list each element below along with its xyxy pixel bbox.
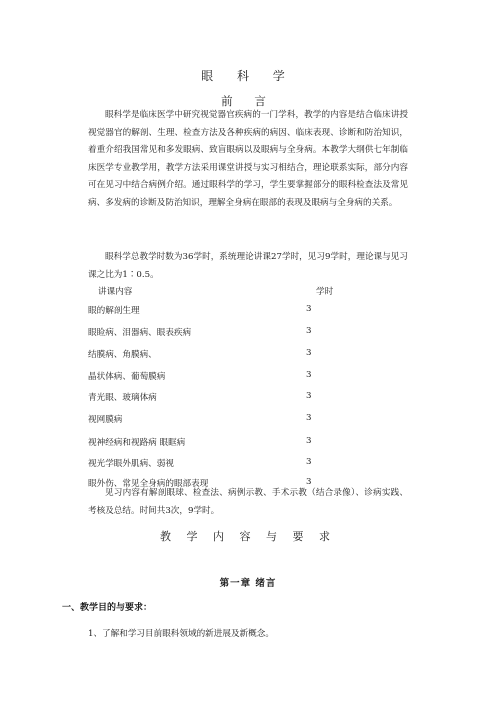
row-content: 青光眼、玻璃体病 bbox=[88, 393, 157, 403]
table-row bbox=[88, 370, 348, 388]
row-content: 视网膜病 bbox=[88, 415, 123, 425]
row-hours: 3 bbox=[306, 304, 312, 314]
header-hours: 学时 bbox=[316, 287, 334, 297]
practice-paragraph: 见习内容有解剖眼球、检查法、病例示教、手术示教（结合录像）、诊病实践、考核及总结。时间共3次，9学时。 bbox=[88, 488, 408, 516]
document-title: 眼 科 学 bbox=[201, 69, 295, 83]
row-hours: 3 bbox=[306, 370, 312, 380]
table-row bbox=[88, 436, 348, 454]
intro-paragraph: 眼科学是临床医学中研究视觉器官疾病的一门学科，教学的内容是结合临床讲授视觉器官的解剖、生理、检查方法及各种疾病的病因、临床表现、诊断和防治知识，着重介绍我国常见和多发眼病、致盲眼病以及眼病与全身病。本教学大纲供七年制临床医学专业教学用，教学方法采用课堂讲授与实习相结合，理论联系实际，部分内容可在见习中结合病例介绍。通过眼科学的学习，学生要掌握部分的眼科检查法及常见病、多发病的诊断及防治知识，理解全身病在眼部的表现及眼病与全身病的关系。 bbox=[88, 110, 408, 208]
objective-item: 1、了解和学习目前眼科领域的新进展及新概念。 bbox=[88, 629, 274, 639]
header-content: 讲课内容 bbox=[98, 287, 133, 297]
row-content: 眼睑病、泪器病、眼表疾病 bbox=[88, 328, 192, 338]
row-hours: 3 bbox=[306, 391, 312, 401]
row-hours: 3 bbox=[306, 477, 312, 487]
preface-heading: 前 言 bbox=[221, 94, 275, 108]
objective-heading: 一、教学目的与要求： bbox=[62, 603, 153, 613]
table-row bbox=[88, 391, 348, 409]
row-hours: 3 bbox=[306, 413, 312, 423]
table-row bbox=[88, 326, 348, 344]
table-row bbox=[88, 304, 348, 322]
row-content: 晶状体病、葡萄膜病 bbox=[88, 372, 166, 382]
row-content: 视光学眼外肌病、弱视 bbox=[88, 459, 174, 469]
table-header-row bbox=[98, 285, 358, 303]
row-content: 视神经病和视路病 眼眶病 bbox=[88, 438, 186, 448]
table-row bbox=[88, 413, 348, 431]
row-hours: 3 bbox=[306, 436, 312, 446]
row-hours: 3 bbox=[306, 457, 312, 467]
hours-paragraph: 眼科学总教学时数为36学时，系统理论讲课27学时，见习9学时，理论课与见习课之比为1∶0.5。 bbox=[88, 252, 408, 280]
row-content: 眼外伤、常见全身病的眼部表现 bbox=[88, 479, 209, 489]
section-title: 教 学 内 容 与 要 求 bbox=[160, 530, 336, 543]
chapter-title: 第一章 绪言 bbox=[219, 578, 277, 589]
row-content: 结膜病、角膜病、 bbox=[88, 350, 157, 360]
row-hours: 3 bbox=[306, 326, 312, 336]
row-hours: 3 bbox=[306, 348, 312, 358]
table-row bbox=[88, 348, 348, 366]
table-row bbox=[88, 457, 348, 475]
row-content: 眼的解剖生理 bbox=[88, 306, 140, 316]
